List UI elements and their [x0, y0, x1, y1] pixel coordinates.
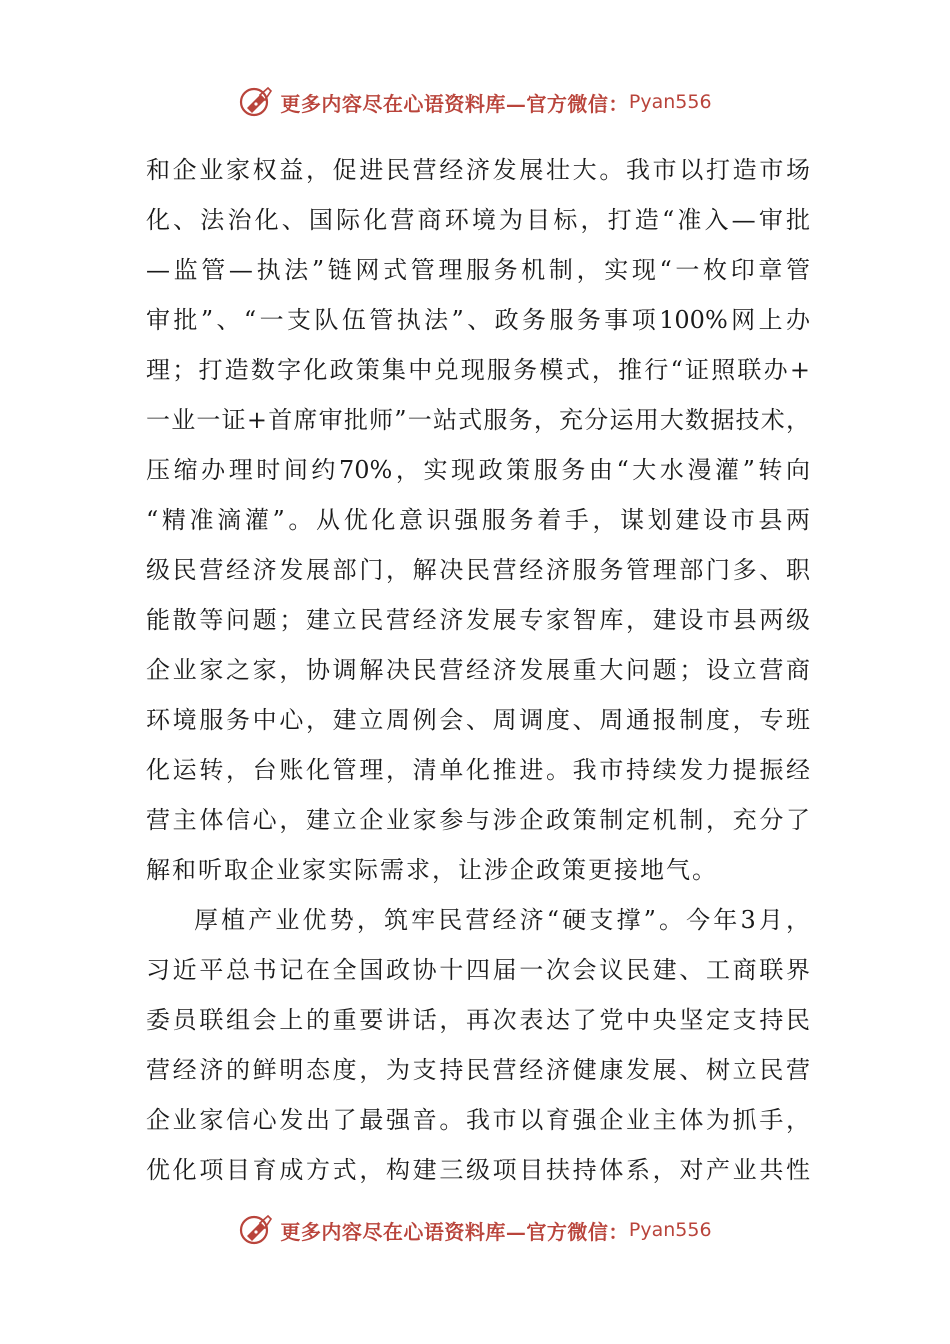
text-line: 化、法治化、国际化营商环境为目标，打造“准入—审批 [146, 206, 810, 234]
text-line: 化运转，台账化管理，清单化推进。我市持续发力提振经 [146, 756, 810, 784]
text-line: 审批”、“一支队伍管执法”、政务服务事项100%网上办 [146, 306, 810, 334]
banner-wechat-id: Pyan556 [628, 91, 712, 113]
text-line: 环境服务中心，建立周例会、周调度、周通报制度，专班 [146, 706, 810, 734]
text-line: 企业家信心发出了最强音。我市以育强企业主体为抓手， [146, 1106, 810, 1134]
text-line: 习近平总书记在全国政协十四届一次会议民建、工商联界 [146, 956, 810, 984]
text-line: “精准滴灌”。从优化意识强服务着手，谋划建设市县两 [146, 506, 810, 534]
text-line: 优化项目育成方式，构建三级项目扶持体系，对产业共性 [146, 1156, 810, 1184]
text-line: —监管—执法”链网式管理服务机制，实现“一枚印章管 [146, 256, 810, 284]
footer-banner [0, 1208, 950, 1252]
pen-nib-icon [238, 84, 274, 120]
text-line: 解和听取企业家实际需求，让涉企政策更接地气。 [146, 856, 718, 884]
text-line: 理；打造数字化政策集中兑现服务模式，推行“证照联办+ [146, 356, 810, 384]
paragraph-2 [146, 895, 810, 1195]
pen-nib-icon [238, 1212, 274, 1248]
text-line: 委员联组会上的重要讲话，再次表达了党中央坚定支持民 [146, 1006, 810, 1034]
text-line: 营主体信心，建立企业家参与涉企政策制定机制，充分了 [146, 806, 810, 834]
text-line: 一业一证+首席审批师”一站式服务，充分运用大数据技术， [146, 406, 810, 434]
header-banner [0, 80, 950, 124]
banner-wechat-id: Pyan556 [628, 1219, 712, 1241]
text-line: 厚植产业优势，筑牢民营经济“硬支撑”。今年3月， [194, 906, 810, 934]
text-line: 压缩办理时间约70%，实现政策服务由“大水漫灌”转向 [146, 456, 810, 484]
text-line: 级民营经济发展部门，解决民营经济服务管理部门多、职 [146, 556, 810, 584]
text-line: 营经济的鲜明态度，为支持民营经济健康发展、树立民营 [146, 1056, 810, 1084]
text-line: 企业家之家，协调解决民营经济发展重大问题；设立营商 [146, 656, 810, 684]
paragraph-1 [146, 145, 810, 895]
text-line: 能散等问题；建立民营经济发展专家智库，建设市县两级 [146, 606, 810, 634]
document-body [146, 145, 810, 1195]
banner-text: 更多内容尽在心语资料库—官方微信： [280, 91, 629, 116]
text-line: 和企业家权益，促进民营经济发展壮大。我市以打造市场 [146, 156, 810, 184]
banner-text: 更多内容尽在心语资料库—官方微信： [280, 1219, 629, 1244]
